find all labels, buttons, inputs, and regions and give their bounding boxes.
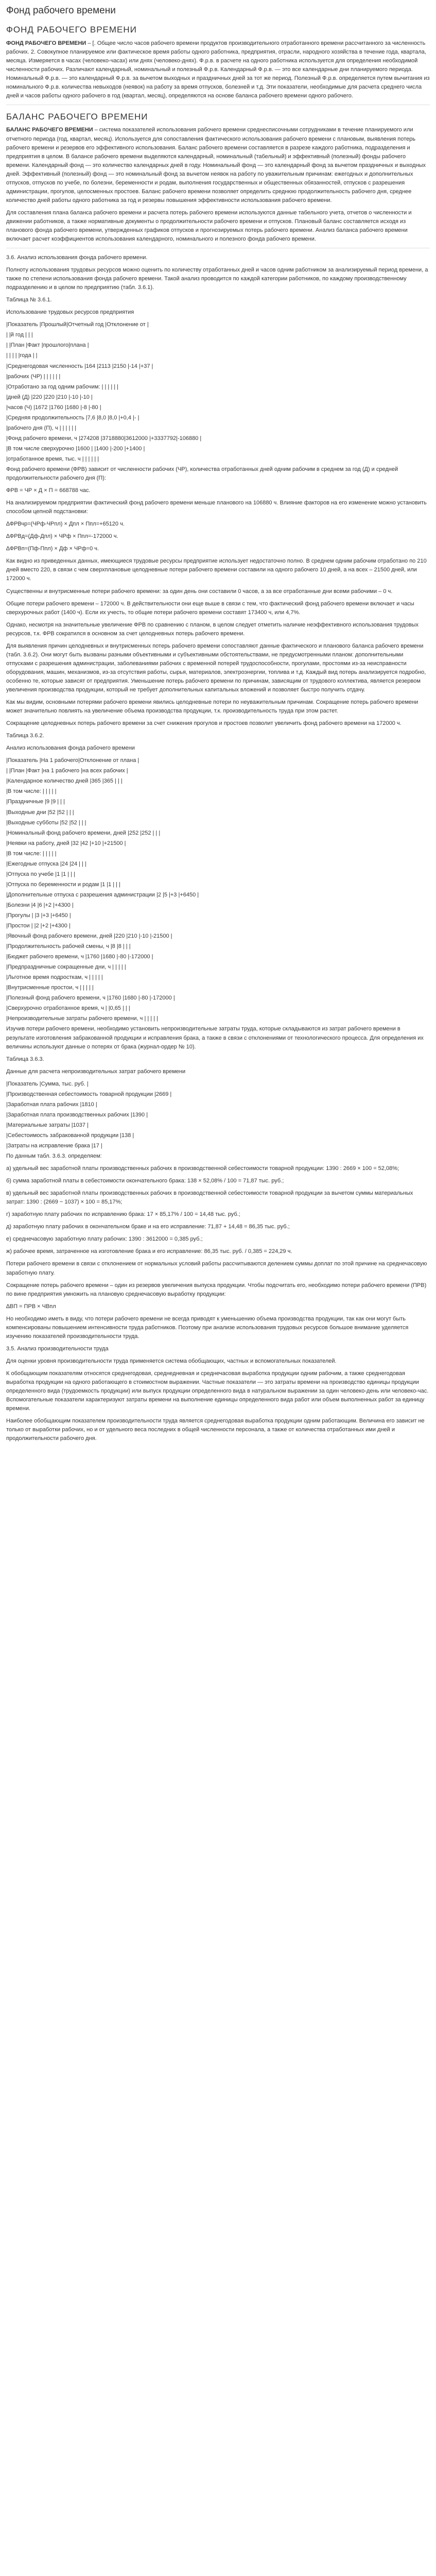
table-row: |дней (Д) |220 |220 |210 |-10 |-10 | — [6, 394, 93, 400]
table-row: |Средняя продолжительность |7,6 |8,0 |8,0 |+0,4 |- | — [6, 414, 139, 421]
table-row: |Выходные субботы |52 |52 | | | — [6, 819, 86, 826]
table-row: |Материальные затраты |1037 | — [6, 1122, 89, 1128]
table-row: |В том числе: | | | | | — [6, 788, 57, 795]
formula: ∆ВП = ПРВ × ЧВпл — [6, 1303, 56, 1310]
table-row: |Показатель |Сумма, тыс. руб. | — [6, 1080, 89, 1087]
table-row: |рабочего дня (П), ч | | | | | | — [6, 425, 77, 431]
analysis-paragraph: Изучив потери рабочего времени, необходимо установить непроизводительные затраты труда, которые складываются из затрат рабочего времени в результате изготовления забракованной продукции и исправления брака, а также в связи с отклонениями от технологического процесса. Для определения их величины используют данные о потерях от брака (журнал-ордер № 10). — [6, 1026, 424, 1050]
analysis-paragraph: Однако, несмотря на значительные увеличение ФРВ по сравнению с планом, в целом следует отметить наличие неэффективного использования трудовых ресурсов, т.к. ФРВ сократился в основном за счет целодневных потерь рабочего времени. — [6, 621, 418, 637]
table-row: |Производственная себестоимость товарной продукции |2669 | — [6, 1091, 172, 1097]
analysis-paragraph: б) сумма заработной платы в себестоимости окончательного брака: 138 × 52,08% / 100 = 71,87 тыс. руб.; — [6, 1178, 284, 1184]
table-caption: Анализ использования фонда рабочего времени — [6, 745, 135, 752]
page-title: Фонд рабочего времени — [6, 5, 116, 16]
table-row: |Предпраздничные сокращенные дни, ч | | | | | — [6, 964, 126, 971]
analysis-paragraph: Сокращение целодневных потерь рабочего времени за счет снижения прогулов и простоев позволит увеличить фонд рабочего времени на 172000 ч. — [6, 720, 402, 727]
table-row: |Сверхурочно отработанное время, ч | |0,65 | | | — [6, 1005, 130, 1012]
table-row: |Среднегодовая численность |164 |2113 |2150 |-14 |+37 | — [6, 363, 153, 369]
table-row: | |План |Факт |прошлого|плана | — [6, 342, 89, 349]
table-row: |Продолжительность рабочей смены, ч |8 |8 | | | — [6, 943, 131, 950]
table-title: Таблица № 3.6.1. — [6, 297, 52, 303]
analysis-paragraph: Сокращение потерь рабочего времени – один из резервов увеличения выпуска продукции. Чтобы подсчитать его, необходимо потери рабочего времени (ПРВ) по вине предприятия умножить на плановую среднечасовую выработку продукции: — [6, 1282, 427, 1297]
table-row: |Дополнительные отпуска с разрешения администрации |2 |5 |+3 |+6450 | — [6, 891, 199, 898]
table-row: |Явочный фонд рабочего времени, дней |220 |210 |-10 |-21500 | — [6, 933, 172, 940]
table-row: |Номинальный фонд рабочего времени, дней |252 |252 | | | — [6, 829, 161, 836]
analysis-paragraph: Для оценки уровня производительности труда применяется система обобщающих, частных и вспомогательных показателей. — [6, 1358, 337, 1364]
table-row: |В том числе сверхурочно |1600 | |1400 |-200 |+1400 | — [6, 445, 145, 452]
table-row: |Заработная плата рабочих |1810 | — [6, 1101, 97, 1108]
table-row: |Себестоимость забракованной продукции |138 | — [6, 1132, 134, 1139]
table-title: Таблица 3.6.2. — [6, 733, 44, 739]
section-fund — [6, 23, 430, 100]
calc-line: ∆ФРВд=(Дф-Дпл) × ЧРф × Ппл=-172000 ч. — [6, 533, 118, 540]
analysis-paragraph: д) заработную плату рабочих в окончательном браке и на его исправление: 71,87 + 14,48 = 86,35 тыс. руб.; — [6, 1224, 290, 1230]
table-row: | |й год | | | — [6, 332, 33, 338]
paragraph-fund-intro — [6, 39, 430, 100]
paragraph-balance-intro — [6, 126, 430, 205]
table-row: | |План |Факт |на 1 рабочего |на всех рабочих | — [6, 768, 128, 774]
table-row: |Выходные дни |52 |52 | | | — [6, 809, 74, 816]
table-row: |Праздничные |9 |9 | | | — [6, 799, 65, 805]
table-row: |отработанное время, тыс. ч | | | | | | — [6, 455, 99, 462]
table-row: |Льготное время подросткам, ч | | | | | — [6, 974, 103, 981]
table-row: |Отпуска по беременности и родам |1 |1 | | | — [6, 881, 120, 888]
balance-term: БАЛАНС РАБОЧЕГО ВРЕМЕНИ — [6, 127, 93, 133]
table-title: Таблица 3.6.3. — [6, 1056, 44, 1062]
analysis-paragraph: Фонд рабочего времени (ФРВ) зависит от численности рабочих (ЧР), количества отработанных дней одним рабочим в среднем за год (Д) и средней продолжительности рабочего дня (П): — [6, 466, 398, 482]
table-caption: Использование трудовых ресурсов предприятия — [6, 309, 134, 316]
paragraph-balance-extra: Для составления плана баланса рабочего времени и расчета потерь рабочего времени используются данные табельного учета, отчетов о численности и движении работников, а также нормативные документы о продолжительности рабочего времени и отпусков. Плановый баланс составляется исходя из планового фонда рабочего времени, утвержденных графиков отпусков и прогнозируемых потерь рабочего времени. Анализ баланса рабочего времени включает расчет коэффициентов использования календарного, номинального и полезного фонда рабочего времени. — [6, 209, 412, 243]
section-heading-balance: БАЛАНС РАБОЧЕГО ВРЕМЕНИ — [6, 112, 148, 122]
analysis-paragraph: К обобщающим показателям относятся среднегодовая, среднедневная и среднечасовая выработка продукции одним рабочим, а также среднегодовая выработка продукции на одного работающего в стоимостном выражении. Частные показатели — это затраты времени на производство единицы продукции определенного вида (трудоемкость продукции) или выпуск продукции определенного вида в натуральном выражении за один человеко-день или человеко-час. Вспомогательные показатели характеризуют затраты времени на выполнение единицы определенного вида работ или объем выполненных работ за единицу времени. — [6, 1370, 429, 1412]
table-row: |Болезни |4 |6 |+2 |+4300 | — [6, 902, 74, 908]
analysis-paragraph: По данным табл. 3.6.3. определяем: — [6, 1153, 102, 1160]
analysis-header: 3.5. Анализ производительности труда — [6, 1345, 109, 1352]
table-row: |Неявки на работу, дней |32 |42 |+10 |+21500 | — [6, 840, 126, 846]
table-row: |Показатель |Прошлый|Отчетный год |Отклонение от | — [6, 321, 149, 328]
analysis-paragraph: г) заработную плату рабочих по исправлению брака: 17 × 85,17% / 100 = 14,48 тыс. руб.; — [6, 1211, 240, 1218]
table-row: |Ежегодные отпуска |24 |24 | | | — [6, 860, 86, 867]
analysis-paragraph: Потери рабочего времени в связи с отклонением от нормальных условий работы рассчитываются делением суммы доплат по этой причине на среднечасовую заработную плату. — [6, 1261, 427, 1276]
analysis-paragraph: Для выявления причин целодневных и внутрисменных потерь рабочего времени сопоставляют данные фактического и планового баланса рабочего времени (табл. 3.6.2). Они могут быть вызваны разными объективными и субъективными обстоятельствами, не предусмотренными планом: дополнительными отпусками с разрешения администрации, заболеваниями рабочих с временной потерей трудоспособности, прогулами, простоями из-за неисправности оборудования, машин, механизмов, из-за отсутствия работы, сырья, материалов, электроэнергии, топлива и т.д. Каждый вид потерь анализируется подробно, особенно те, которые зависят от предприятия. Уменьшение потерь рабочего времени по причинам, зависящим от трудового коллектива, является резервом увеличения производства продукции, который не требует дополнительных капитальных вложений и позволяет быстро получить отдачу. — [6, 642, 426, 693]
table-row: | | | | |года | | — [6, 352, 38, 359]
formula: ФРВ = ЧР × Д × П = 668788 час. — [6, 487, 91, 494]
analysis-paragraph: Наиболее обобщающим показателем производительности труда является среднегодовая выработка продукции одним работающим. Величина его зависит не только от выработки рабочих, но и от удельного веса последних в общей численности персонала, а также от количества отработанных ими дней и продолжительности рабочего дня. — [6, 1418, 425, 1442]
calc-line: ∆ФРВп=(Пф-Ппл) × Дф × ЧРф=0 ч. — [6, 546, 99, 552]
table-row: |Затраты на исправление брака |17 | — [6, 1143, 102, 1149]
analysis-paragraph: Общие потери рабочего времени – 172000 ч. В действительности они еще выше в связи с тем, что фактический фонд рабочего времени включает и часы сверхурочных работ (1400 ч). Если их учесть, то общие потери рабочего времени составят 173400 ч, или 4,7%. — [6, 600, 414, 616]
section-balance — [6, 110, 430, 244]
table-row: |Прогулы | |3 |+3 |+6450 | — [6, 912, 71, 919]
table-row: |Фонд рабочего времени, ч |274208 |3718880|3612000 |+3337792|-106880 | — [6, 435, 202, 442]
table-row: |Внутрисменные простои, ч | | | | | — [6, 985, 94, 991]
table-row: |Отработано за год одним рабочим: | | | | | | — [6, 383, 119, 390]
analysis-paragraph: Существенны и внутрисменные потери рабочего времени: за один день они составили 0 часов, а за все отработанные дни всеми рабочими – 0 ч. — [6, 588, 393, 595]
analysis-header: 3.6. Анализ использования фонда рабочего времени. — [6, 255, 148, 261]
table-row: |В том числе: | | | | | — [6, 850, 57, 857]
table-row: |часов (Ч) |1672 |1760 |1680 |-8 |-80 | — [6, 404, 101, 411]
calc-line: ∆ФРВчр=(ЧРф-ЧРпл) × Дпл × Ппл=+65120 ч. — [6, 521, 125, 528]
fund-definition: – [. Общее число часов рабочего времени продуктов производительного отработанного времени рассчитанного за численность рабочих. 2. Совокупное планируемое или фактическое время работы одного работника, предприятия, отрасли, народного хозяйства в течение года, квартала, месяца. Измеряется в часах (человеко-часах) или днях (человеко-днях). Ф.р.в. в расчете на одного работника используется для определения необходимой численности рабочих. Различают календарный, номинальный и полезный Ф.р.в. Календарный Ф.р.в. — это все календарные дни планируемого периода. Номинальный Ф.р.в. — это календарный Ф.р.в. за вычетом выходных и праздничных дней за тот же период. Полезный Ф.р.в. определяется путем вычитания из номинального Ф.р.в. количества невыходов (неявок) на работу за время отпусков, болезней и т.д. Эти показатели, необходимые для расчета среднего числа дней и часов работы одного рабочего в год (квартал, месяц), определяются на основе баланса рабочего времени одного рабочего. — [6, 40, 430, 99]
analysis-paragraph: Но необходимо иметь в виду, что потери рабочего времени не всегда приводят к уменьшению объема производства продукции, так как они могут быть компенсированы повышением интенсивности труда работников. Поэтому при анализе использования трудовых ресурсов большое внимание уделяется изучению показателей производительности труда. — [6, 1315, 409, 1340]
table-caption: Данные для расчета непроизводительных затрат рабочего времени — [6, 1068, 186, 1075]
analysis-paragraph: е) среднечасовую заработную плату рабочих: 1390 : 3612000 = 0,385 руб.; — [6, 1236, 203, 1243]
analysis-paragraph: На анализируемом предприятии фактический фонд рабочего времени меньше планового на 106880 ч. Влияние факторов на его изменение можно установить способом цепной подстановки: — [6, 500, 427, 515]
table-row: |Календарное количество дней |365 |365 | | | — [6, 778, 123, 785]
table-rows — [6, 756, 430, 1023]
table-row: |Заработная плата производственных рабочих |1390 | — [6, 1111, 148, 1118]
analysis-paragraph: Как видно из приведенных данных, имеющиеся трудовые ресурсы предприятие использует недостаточно полно. В среднем одним рабочим отработано по 210 дней вместо 220, в связи с чем сверхплановые целодневные потери рабочего времени составили на одного рабочего 10 дней, а на всех – 21500 дней, или 172000 ч. — [6, 558, 427, 582]
table-row: |Простои | |2 |+2 |+4300 | — [6, 923, 71, 929]
table-rows — [6, 1080, 430, 1150]
table-row: |Показатель |На 1 рабочего|Отклонение от плана | — [6, 757, 139, 764]
analysis-paragraph: ж) рабочее время, затраченное на изготовление брака и его исправление: 86,35 тыс. руб. / 0,385 = 224,29 ч. — [6, 1248, 292, 1255]
table-rows — [6, 320, 430, 464]
analysis-paragraph: Как мы видим, основными потерями рабочего времени явились целодневные потери по неуважительным причинам. Сокращение потерь рабочего времени может значительно повлиять на увеличение объема производства продукции, т.к. производительность труда при этом растет. — [6, 699, 418, 715]
analysis-paragraph: а) удельный вес заработной платы производственных рабочих в производственной себестоимости товарной продукции: 1390 : 2669 × 100 = 52,08%; — [6, 1165, 399, 1172]
table-row: |рабочих (ЧР) | | | | | | — [6, 373, 61, 380]
fund-term: ФОНД РАБОЧЕГО ВРЕМЕНИ — [6, 40, 86, 46]
balance-definition: – система показателей использования рабочего времени среднесписочными сотрудниками в течение планируемого или отчетного периода (год, квартал, месяц). Используется для сопоставления фактического использования рабочего времени с плановым, выявления потерь рабочего времени и резервов его эффективного использования. Баланс рабочего времени составляется в разрезе каждого работника, подразделения и предприятия в целом. В балансе рабочего времени выделяются календарный, номинальный (табельный) и эффективный (полезный) фонды рабочего времени. Календарный фонд — это количество календарных дней в году. Номинальный фонд — это календарный фонд за вычетом праздничных и выходных дней. Эффективный (полезный) фонд — это номинальный фонд за вычетом неявок на работу по уважительным причинам: ежегодных и дополнительных отпусков, отпусков по учебе, по болезни, беременности и родам, выполнения государственных и общественных обязанностей, отпусков с разрешения администрации, прогулов, целосменных простоев. Баланс рабочего времени позволяет определить среднюю продолжительность рабочего дня, среднее количество дней работы одного работника за год и резервы повышения эффективности использования рабочего времени. — [6, 127, 426, 204]
analysis-paragraph: в) удельный вес заработной платы производственных рабочих в производственной себестоимости товарной продукции за вычетом суммы материальных затрат: 1390 : (2669 − 1037) × 100 = 85,17%; — [6, 1190, 413, 1206]
analysis-paragraph: Полноту использования трудовых ресурсов можно оценить по количеству отработанных дней и часов одним работником за анализируемый период времени, а также по степени использования фонда рабочего времени. Такой анализ проводится по каждой категории работников, по каждому производственному подразделению и в целом по предприятию (табл. 3.6.1). — [6, 267, 428, 291]
table-row: |Бюджет рабочего времени, ч |1760 |1680 |-80 |-172000 | — [6, 954, 153, 960]
section-analysis — [6, 253, 430, 1443]
section-heading-fund: ФОНД РАБОЧЕГО ВРЕМЕНИ — [6, 25, 137, 35]
table-row: |Полезный фонд рабочего времени, ч |1760 |1680 |-80 |-172000 | — [6, 995, 175, 1002]
table-row: |Отпуска по учебе |1 |1 | | | — [6, 871, 75, 877]
table-row: |Непроизводительные затраты рабочего времени, ч | | | | | — [6, 1015, 158, 1022]
